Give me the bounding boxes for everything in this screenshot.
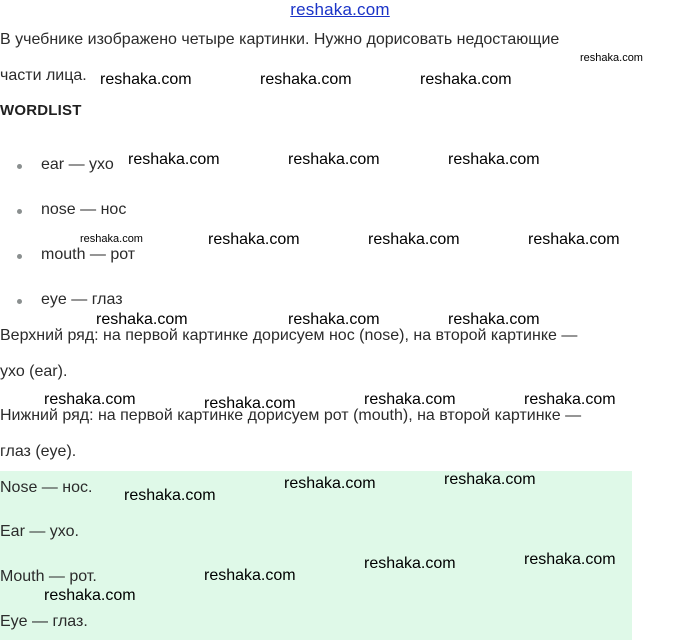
watermark: reshaka.com: [288, 311, 380, 328]
watermark: reshaka.com: [448, 151, 540, 168]
watermark: reshaka.com: [524, 551, 616, 568]
watermark: reshaka.com: [444, 471, 536, 488]
watermark: reshaka.com: [368, 231, 460, 248]
answer-line: Ear — ухо.: [0, 523, 79, 540]
watermark: reshaka.com: [288, 151, 380, 168]
header-logo-link[interactable]: reshaka.com: [290, 0, 390, 19]
bullet-icon: [17, 299, 22, 304]
bullet-icon: [17, 254, 22, 259]
watermark: reshaka.com: [284, 475, 376, 492]
answer-line: Nose — нос.: [0, 479, 93, 496]
bullet-icon: [17, 209, 22, 214]
task-text-line-2: части лица.: [0, 67, 87, 84]
watermark: reshaka.com: [96, 311, 188, 328]
list-item-text: nose — нос: [41, 201, 127, 218]
answer-line: Eye — глаз.: [0, 613, 88, 630]
watermark: reshaka.com: [364, 391, 456, 408]
list-item-text: mouth — рот: [41, 246, 136, 263]
watermark: reshaka.com: [208, 231, 300, 248]
explanation-bottom-line-1: Нижний ряд: на первой картинке дорисуем рот (mouth), на второй картинке —: [0, 407, 582, 424]
list-item-text: eye — глаз: [41, 291, 123, 308]
wordlist-heading: WORDLIST: [0, 102, 82, 119]
list-item-text: ear — ухо: [41, 156, 114, 173]
watermark: reshaka.com: [44, 391, 136, 408]
explanation-bottom-line-2: глаз (eye).: [0, 443, 77, 460]
watermark: reshaka.com: [204, 567, 296, 584]
bullet-icon: [17, 164, 22, 169]
watermark: reshaka.com: [528, 231, 620, 248]
watermark: reshaka.com: [44, 587, 136, 604]
watermark: reshaka.com: [204, 395, 296, 412]
watermark: reshaka.com: [364, 555, 456, 572]
watermark: reshaka.com: [260, 71, 352, 88]
answer-line: Mouth — рот.: [0, 568, 97, 585]
watermark: reshaka.com: [448, 311, 540, 328]
watermark: reshaka.com: [524, 391, 616, 408]
watermark: reshaka.com: [100, 71, 192, 88]
watermark: reshaka.com: [80, 233, 143, 245]
explanation-top-line-1: Верхний ряд: на первой картинке дорисуем нос (nose), на второй картинке —: [0, 327, 578, 344]
watermark: reshaka.com: [128, 151, 220, 168]
task-text-line-1: В учебнике изображено четыре картинки. Нужно дорисовать недостающие: [0, 31, 560, 48]
watermark: reshaka.com: [124, 487, 216, 504]
watermark: reshaka.com: [580, 52, 643, 64]
watermark: reshaka.com: [420, 71, 512, 88]
explanation-top-line-2: ухо (ear).: [0, 363, 68, 380]
